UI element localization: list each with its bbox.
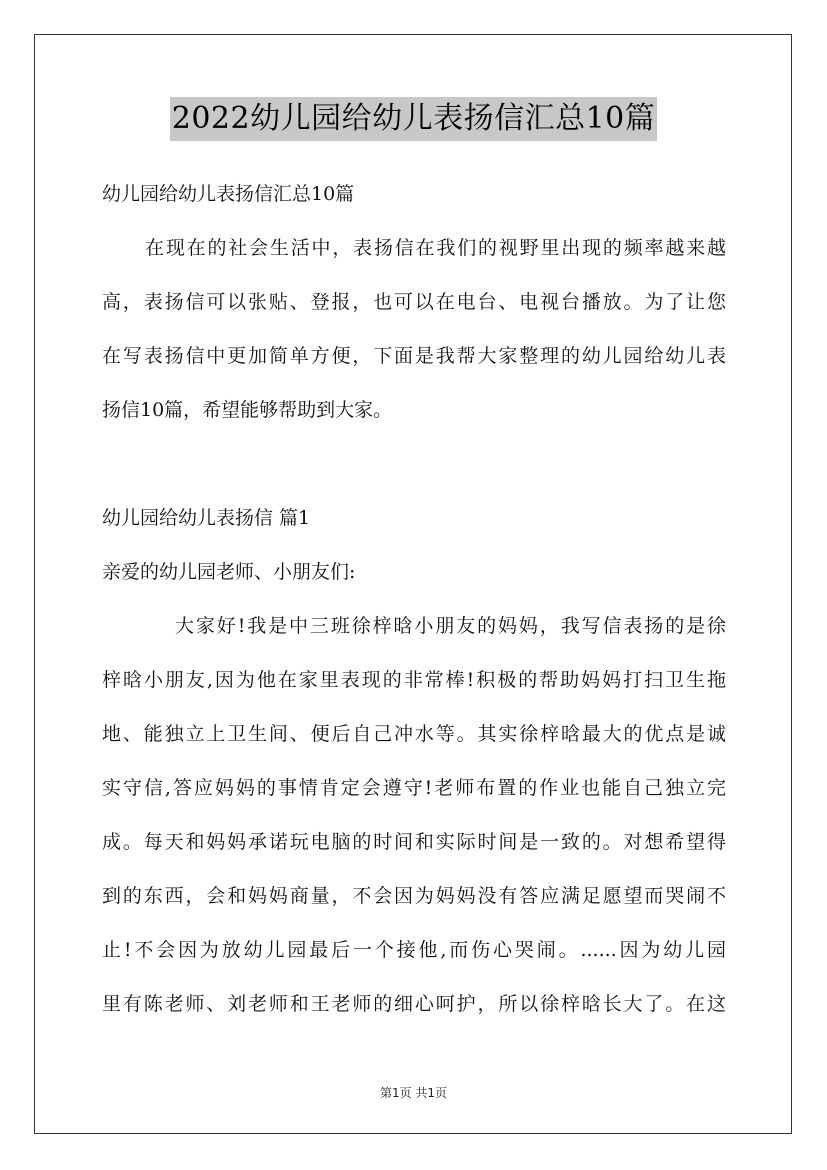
title-container xyxy=(0,97,827,141)
intro-line-1: 在现在的社会生活中，表扬信在我们的视野里出现的频率越来越 xyxy=(145,237,726,259)
letter-line-8: 里有陈老师、刘老师和王老师的细心呵护，所以徐梓晗长大了。在这 xyxy=(102,993,726,1015)
intro-line-3: 在写表扬信中更加简单方便，下面是我帮大家整理的幼儿园给幼儿表 xyxy=(102,345,726,367)
letter-line-7: 止!不会因为放幼儿园最后一个接他,而伤心哭闹。......因为幼儿园 xyxy=(102,939,726,961)
page-footer: 第1页 共1页 xyxy=(379,1086,448,1100)
letter-line-2: 梓晗小朋友,因为他在家里表现的非常棒!积极的帮助妈妈打扫卫生拖 xyxy=(102,669,726,691)
document-subtitle: 幼儿园给幼儿表扬信汇总10篇 xyxy=(102,183,355,205)
intro-line-2: 高，表扬信可以张贴、登报，也可以在电台、电视台播放。为了让您 xyxy=(102,291,726,313)
letter-line-4: 实守信,答应妈妈的事情肯定会遵守!老师布置的作业也能自己独立完 xyxy=(102,777,726,799)
salutation: 亲爱的幼儿园老师、小朋友们: xyxy=(102,561,356,583)
letter-line-6: 到的东西，会和妈妈商量，不会因为妈妈没有答应满足愿望而哭闹不 xyxy=(102,885,726,907)
letter-line-5: 成。每天和妈妈承诺玩电脑的时间和实际时间是一致的。对想希望得 xyxy=(102,831,726,853)
letter-line-1: 大家好!我是中三班徐梓晗小朋友的妈妈，我写信表扬的是徐 xyxy=(175,615,726,637)
section-heading: 幼儿园给幼儿表扬信 篇1 xyxy=(102,507,311,529)
intro-line-4: 扬信10篇，希望能够帮助到大家。 xyxy=(102,399,393,421)
letter-line-3: 地、能独立上卫生间、便后自己冲水等。其实徐梓晗最大的优点是诚 xyxy=(102,723,726,745)
document-title: 2022幼儿园给幼儿表扬信汇总10篇 xyxy=(170,97,658,141)
